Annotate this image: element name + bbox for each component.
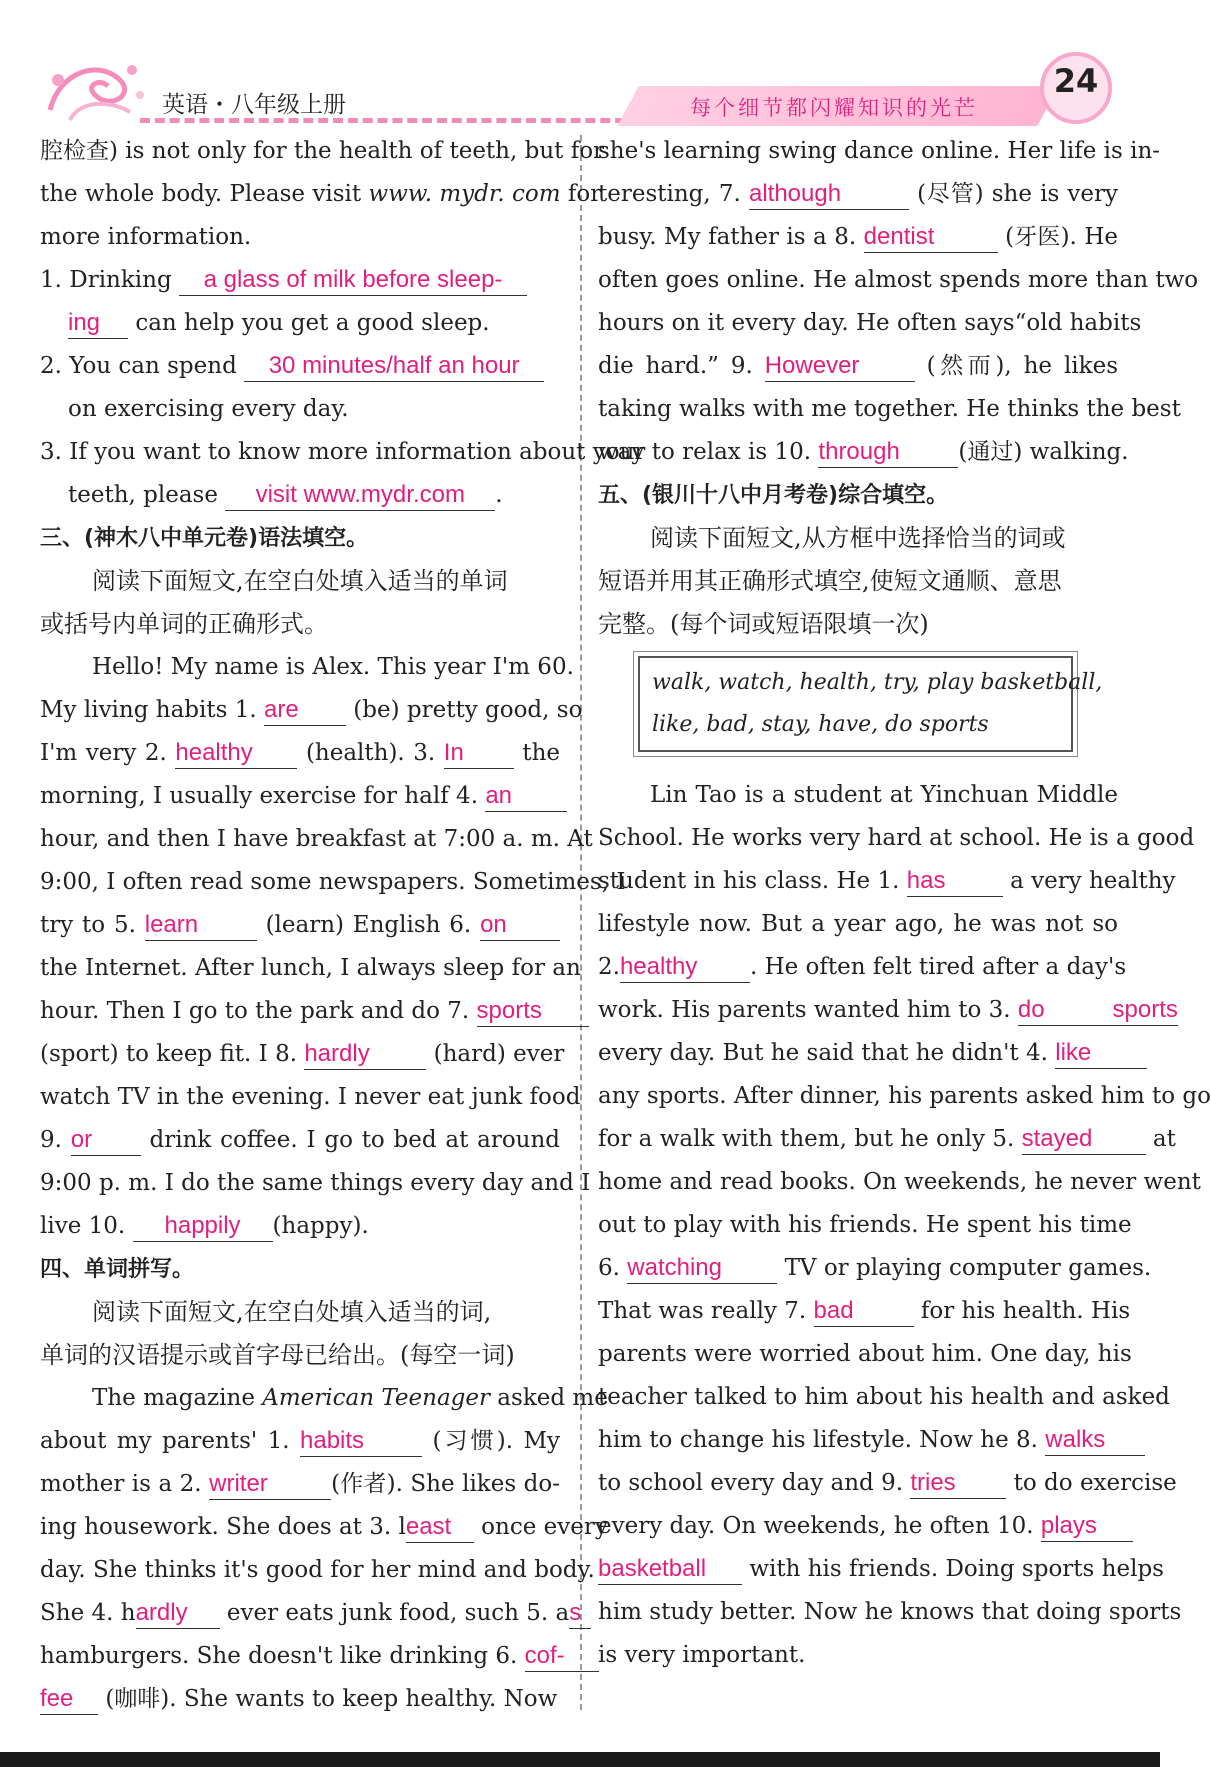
text-line: him study better. Now he knows that doing sports [598,1599,1182,1625]
answer: cof- [525,1641,599,1672]
section-4-title: 四、单词拼写。 [40,1257,195,1282]
text-line: hour, and then I have breakfast at 7:00 a. m. At [40,826,593,852]
page-header [0,0,1160,135]
text-line: home and read books. On weekends, he never went [598,1169,1201,1195]
answer: ing [68,308,128,339]
answer: stayed [1022,1124,1146,1155]
question-3-cont: teeth, please visit www.mydr.com . [40,474,560,517]
answer: s [569,1598,591,1629]
section-5-title: 五、(银川十八中月考卷)综合填空。 [598,483,949,508]
answer: However [765,351,915,382]
answer: bad [814,1296,914,1327]
answer: a glass of milk before sleep- [179,265,527,296]
instruction: 或括号内单词的正确形式。 [40,610,328,638]
section-3-title: 三、(神木八中单元卷)语法填空。 [40,526,369,551]
answer: fee [40,1684,98,1715]
answer: on [480,910,560,941]
slogan-text: 每个细节都闪耀知识的光芒 [690,96,978,120]
text-line: way to relax is 10. through (通过) walking. [598,431,1118,474]
answer: an [485,781,567,812]
text-line: try to 5. learn (learn) English 6. on [40,904,560,947]
text-line: every day. On weekends, he often 10. plays [598,1505,1118,1548]
text-line: more information. [40,224,252,250]
text-line: work. His parents wanted him to 3. do sports [598,989,1118,1032]
answer: east [406,1512,474,1543]
text-line: fee (咖啡). She wants to keep healthy. Now [40,1678,560,1721]
answer: habits [300,1426,422,1457]
answer: although [749,179,909,210]
instruction: 短语并用其正确形式填空,使短文通顺、意思 [598,567,1062,595]
page-number: 24 [1053,62,1099,100]
text-line: busy. My father is a 8. dentist (牙医). He [598,216,1118,259]
text-line: the Internet. After lunch, I always sleep for an [40,955,581,981]
right-column [598,130,1211,1677]
answer: hardly [304,1039,426,1070]
text-line: 9. or drink coffee. I go to bed at around [40,1119,560,1162]
answer: dentist [864,222,998,253]
word-bank-box [638,656,1103,752]
word-bank-line: walk, watch, health, try, play basketball, [652,670,1103,695]
text-line: hour. Then I go to the park and do 7. sports [40,990,560,1033]
text-line: day. She thinks it's good for her mind and body. [40,1557,595,1583]
text-line: die hard.” 9. However (然而), he likes [598,345,1118,388]
text-line: 9:00 p. m. I do the same things every day and I [40,1170,591,1196]
text-line: about my parents' 1. habits (习惯). My [40,1420,560,1463]
text-line: hamburgers. She doesn't like drinking 6. cof- [40,1635,560,1678]
answer: sports [477,996,589,1027]
question-1-cont: ing can help you get a good sleep. [40,302,560,345]
text-line: to school every day and 9. tries to do exercise [598,1462,1118,1505]
question-3: 3. If you want to know more information about your [40,439,646,465]
answer: tries [910,1468,1006,1499]
instruction: 阅读下面短文,在空白处填入适当的单词 [92,567,508,595]
left-column [40,130,646,1721]
answer: basketball [598,1554,742,1585]
answer: do sports [1018,995,1178,1026]
answer: healthy [175,738,297,769]
floral-ornament-icon [40,50,150,130]
answer: 30 minutes/half an hour [244,351,544,382]
text-line: lifestyle now. But a year ago, he was not so [598,911,1118,937]
text-line: ing housework. She does at 3. least once every [40,1506,560,1549]
answer: healthy [620,952,750,983]
instruction: 单词的汉语提示或首字母已给出。(每空一词) [40,1341,515,1369]
question-2-cont: on exercising every day. [68,396,349,422]
text-line: 6. watching TV or playing computer games. [598,1247,1118,1290]
text-line: student in his class. He 1. has a very healthy [598,860,1118,903]
answer: visit www.mydr.com [225,480,495,511]
header-dashed-line [140,118,640,123]
text-line: Hello! My name is Alex. This year I'm 60. [92,654,574,680]
text-line: teresting, 7. although (尽管) she is very [598,173,1118,216]
text-line: hours on it every day. He often says“old habits [598,310,1142,336]
text-line: morning, I usually exercise for half 4. an [40,775,560,818]
text-line: 2.healthy . He often felt tired after a day's [598,946,1118,989]
answer: walks [1045,1425,1145,1456]
text-line: often goes online. He almost spends more than two [598,267,1199,293]
instruction: 阅读下面短文,从方框中选择恰当的词或 [650,524,1066,552]
text-line: is very important. [598,1642,806,1668]
answer: happily [133,1211,273,1242]
answer: learn [145,910,257,941]
answer: has [907,866,1003,897]
text-line: Lin Tao is a student at Yinchuan Middle [650,782,1118,808]
question-2: 2. You can spend 30 minutes/half an hour [40,345,560,388]
answer: are [264,695,346,726]
text-line: 9:00, I often read some newspapers. Sometimes, I [40,869,626,895]
text-line: any sports. After dinner, his parents asked him to go [598,1083,1211,1109]
text-line: him to change his lifestyle. Now he 8. walks [598,1419,1118,1462]
text-line: (sport) to keep fit. I 8. hardly (hard) ever [40,1033,560,1076]
bottom-edge-bar [0,1752,1160,1767]
answer: watching [627,1253,777,1284]
text-line: 腔检查) is not only for the health of teeth, but for [40,138,605,164]
text-line: she's learning swing dance online. Her life is in- [598,138,1161,164]
text-line: for a walk with them, but he only 5. stayed at [598,1118,1118,1161]
answer: or [71,1125,141,1156]
instruction: 完整。(每个词或短语限填一次) [598,610,929,638]
text-line: That was really 7. bad for his health. His [598,1290,1118,1333]
column-divider [580,135,582,1710]
text-line: parents were worried about him. One day, his [598,1341,1132,1367]
text-line: The magazine American Teenager asked me [92,1385,608,1411]
text-line: teacher talked to him about his health and asked [598,1384,1170,1410]
question-1: 1. Drinking a glass of milk before sleep- [40,259,560,302]
text-line: live 10. happily (happy). [40,1205,560,1248]
text-line: School. He works very hard at school. He is a good [598,825,1195,851]
text-line: She 4. hardly ever eats junk food, such 5. as [40,1592,560,1635]
text-line: My living habits 1. are (be) pretty good, so [40,689,560,732]
answer: ardly [136,1598,220,1629]
text-line: basketball with his friends. Doing sports helps [598,1548,1118,1591]
text-line: watch TV in the evening. I never eat junk food [40,1084,581,1110]
book-title: 英语・八年级上册 [162,92,346,118]
answer: like [1055,1038,1147,1069]
answer: plays [1041,1511,1133,1542]
text-line: out to play with his friends. He spent his time [598,1212,1132,1238]
text-line: mother is a 2. writer (作者). She likes do- [40,1463,560,1506]
text-line: the whole body. Please visit www. mydr. com for [40,181,602,207]
text-line: I'm very 2. healthy (health). 3. In the [40,732,560,775]
text-line: taking walks with me together. He thinks the best [598,396,1181,422]
text-line: every day. But he said that he didn't 4. like [598,1032,1118,1075]
word-bank-line: like, bad, stay, have, do sports [652,712,989,737]
instruction: 阅读下面短文,在空白处填入适当的词, [92,1298,492,1326]
answer: through [818,437,958,468]
answer: In [444,738,514,769]
answer: writer [209,1469,331,1500]
